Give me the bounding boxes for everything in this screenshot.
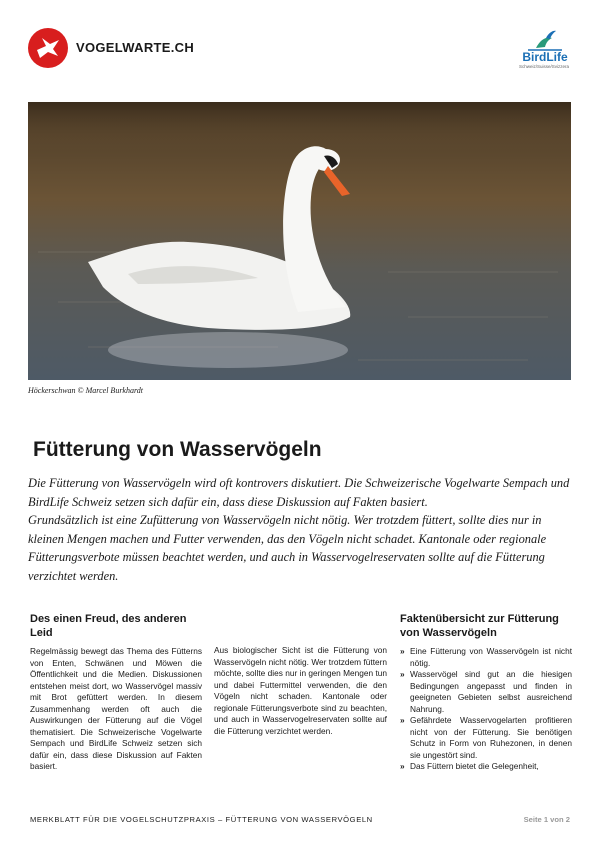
- swan-photo: [28, 102, 571, 380]
- footer-title: MERKBLATT FÜR DIE VOGELSCHUTZPRAXIS – FÜTTERUNG VON WASSERVÖGELN: [30, 815, 373, 824]
- list-item: » Das Füttern bietet die Gelegenheit,: [400, 761, 572, 773]
- intro-paragraph-2: Grundsätzlich ist eine Zufütterung von Wasservögeln nicht nötig. Wer trotzdem füttert, sollte dies nur in kleinen Mengen machen und Futter verwenden, das den Vögeln nicht schadet. Kantonale oder regionale Fütterungsverbote müssen beachtet werden, und auch in Wasservogelreservaten sollte auf die Fütterung verzichtet werden.: [28, 513, 547, 583]
- column-2: [214, 645, 387, 737]
- vogelwarte-label: VOGELWARTE.CH: [76, 40, 195, 55]
- birdlife-name: BirdLife: [522, 50, 568, 64]
- facts-list: [400, 646, 572, 773]
- list-item: » Eine Fütterung von Wasservögeln ist nicht nötig.: [400, 646, 572, 669]
- list-item: » Wasservögel sind gut an die hiesigen Bedingungen angepasst und finden in geeigneten Gebieten selbst ausreichend Nahrung.: [400, 669, 572, 715]
- birdlife-subtitle: Schweiz/Suisse/Svizzera: [518, 64, 570, 69]
- column-1-heading: Des einen Freud, des anderen Leid: [30, 613, 187, 639]
- column-1: [30, 612, 202, 773]
- column-3-heading: Faktenübersicht zur Fütterung von Wasservögeln: [400, 613, 559, 639]
- photo-caption: Höckerschwan © Marcel Burkhardt: [28, 386, 144, 395]
- intro-paragraph-1: Die Fütterung von Wasservögeln wird oft kontrovers diskutiert. Die Schweizerische Vogelwarte Sempach und BirdLife Schweiz setzen sich dafür ein, dass diese Diskussion auf Fakten basiert.: [28, 476, 570, 509]
- list-item: » Gefährdete Wasservogelarten profitieren nicht von der Fütterung. Sie benötigen Schutz in Form von Ruhezonen, in denen sie ungestört sind.: [400, 715, 572, 761]
- vogelwarte-logo-icon: [28, 28, 68, 68]
- column-2-text: Aus biologischer Sicht ist die Fütterung von Wasservögeln nicht nötig. Wer trotzdem füttern möchte, sollte dies nur in geringen Mengen tun und dabei Futtermittel verwenden, die den Vögeln nicht schaden. Kantonale oder regionale Fütterungsverbote sind zu beachten, und auch in Wasservogelreservaten sollte auf die Fütterung verzichtet werden.: [214, 645, 387, 736]
- column-1-text: Regelmässig bewegt das Thema des Fütterns von Enten, Schwänen und Möwen die Öffentlichkeit und die Medien. Diskussionen entstehen meist dort, wo Wasservögel massiv mit Brot gefüttert werden. In diesem Zusammenhang werden oft auch die Auswirkungen der Fütterung auf die Vögel thematisiert. Die Schweizerische Vogelwarte Sempach und BirdLife Schweiz setzen sich dafür ein, dass diese Diskussion auf Fakten basiert.: [30, 646, 202, 771]
- column-3: [400, 612, 572, 773]
- intro-text: [28, 474, 571, 586]
- page-number: Seite 1 von 2: [523, 815, 570, 824]
- page-title: Fütterung von Wasservögeln: [33, 438, 322, 461]
